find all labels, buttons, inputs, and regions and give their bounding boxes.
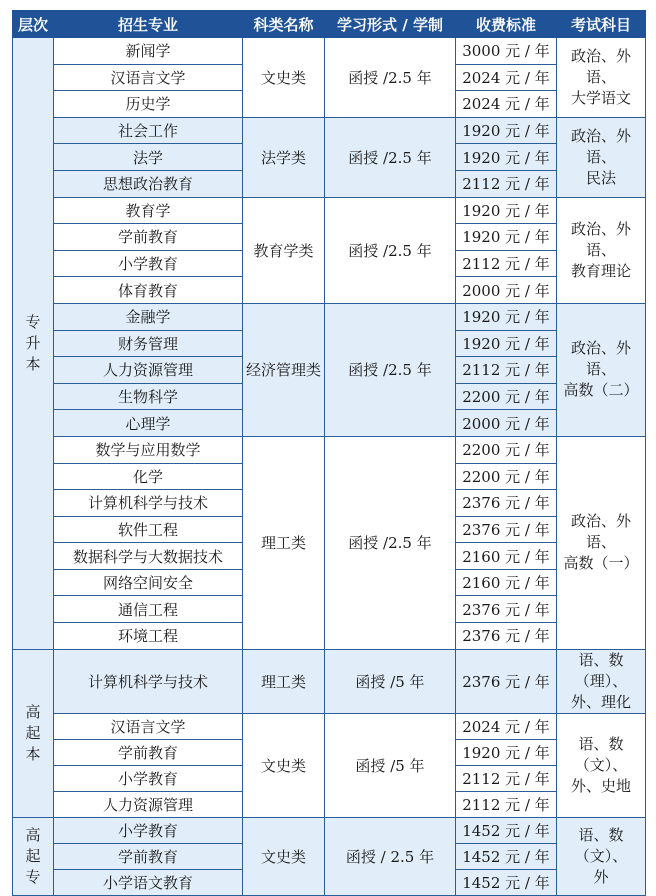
fee-cell: 2112 元 / 年	[456, 250, 557, 277]
fee-cell: 2376 元 / 年	[456, 623, 557, 650]
fee-cell: 2024 元 / 年	[456, 64, 557, 91]
fee-cell: 2024 元 / 年	[456, 91, 557, 118]
fee-cell: 2376 元 / 年	[456, 596, 557, 623]
exam-subjects-cell	[557, 436, 646, 649]
category-cell: 理工类	[243, 649, 325, 713]
major-cell: 计算机科学与技术	[54, 490, 243, 517]
major-cell: 计算机科学与技术	[54, 649, 243, 713]
fee-cell: 2200 元 / 年	[456, 436, 557, 463]
fee-cell: 1920 元 / 年	[456, 303, 557, 330]
major-cell: 人力资源管理	[54, 791, 243, 817]
fee-cell: 1920 元 / 年	[456, 330, 557, 357]
level-char: 高	[25, 702, 41, 721]
major-cell: 汉语言文学	[54, 713, 243, 739]
category-cell: 理工类	[243, 436, 325, 649]
major-cell: 心理学	[54, 410, 243, 437]
category-cell: 文史类	[243, 817, 325, 895]
header-exam-subjects: 考试科目	[557, 11, 646, 38]
fee-cell: 2160 元 / 年	[456, 543, 557, 570]
major-cell: 生物科学	[54, 383, 243, 410]
fee-cell: 2112 元 / 年	[456, 765, 557, 791]
fee-cell: 1452 元 / 年	[456, 869, 557, 895]
study-form-cell: 函授 /5 年	[325, 713, 456, 817]
major-cell: 小学语文教育	[54, 869, 243, 895]
study-form-cell: 函授 /2.5 年	[325, 117, 456, 197]
exam-subjects-line: 民法	[585, 168, 616, 187]
exam-subjects-cell	[557, 303, 646, 436]
fee-cell: 2112 元 / 年	[456, 357, 557, 384]
table-row	[13, 713, 646, 739]
exam-subjects-line: 外、理化	[570, 692, 631, 711]
header-category: 科类名称	[243, 11, 325, 38]
table-row	[13, 817, 646, 843]
fee-cell: 1452 元 / 年	[456, 843, 557, 869]
level-cell	[13, 38, 54, 650]
table-row	[13, 303, 646, 330]
major-cell: 法学	[54, 144, 243, 171]
major-cell: 数学与应用数学	[54, 436, 243, 463]
exam-subjects-line: 政治、外语、	[570, 339, 631, 379]
study-form-cell: 函授 / 2.5 年	[325, 817, 456, 895]
level-char: 起	[25, 846, 41, 865]
header-study-form: 学习形式 / 学制	[325, 11, 456, 38]
fee-cell: 2376 元 / 年	[456, 490, 557, 517]
fee-cell: 2024 元 / 年	[456, 713, 557, 739]
category-cell: 文史类	[243, 713, 325, 817]
major-cell: 历史学	[54, 91, 243, 118]
fee-cell: 2000 元 / 年	[456, 277, 557, 304]
fee-cell: 2000 元 / 年	[456, 410, 557, 437]
major-cell: 数据科学与大数据技术	[54, 543, 243, 570]
fee-cell: 2376 元 / 年	[456, 516, 557, 543]
fee-cell: 1920 元 / 年	[456, 739, 557, 765]
major-cell: 环境工程	[54, 623, 243, 650]
exam-subjects-line: 语、数（文）、	[574, 734, 628, 774]
level-char: 本	[25, 354, 41, 373]
exam-subjects-cell	[557, 117, 646, 197]
table-row	[13, 197, 646, 224]
exam-subjects-line: 外	[593, 867, 609, 886]
major-cell: 小学教育	[54, 817, 243, 843]
major-cell: 学前教育	[54, 843, 243, 869]
fee-cell: 1920 元 / 年	[456, 197, 557, 224]
header-fee: 收费标准	[456, 11, 557, 38]
major-cell: 通信工程	[54, 596, 243, 623]
fee-cell: 2160 元 / 年	[456, 569, 557, 596]
exam-subjects-line: 教育理论	[570, 261, 631, 280]
fee-cell: 1920 元 / 年	[456, 224, 557, 251]
exam-subjects-line: 高数（一）	[563, 554, 639, 573]
category-cell: 经济管理类	[243, 303, 325, 436]
header-row	[13, 11, 646, 38]
exam-subjects-cell	[557, 649, 646, 713]
exam-subjects-cell	[557, 817, 646, 895]
fee-cell: 3000 元 / 年	[456, 38, 557, 65]
fee-cell: 1920 元 / 年	[456, 117, 557, 144]
major-cell: 思想政治教育	[54, 170, 243, 197]
major-cell: 汉语言文学	[54, 64, 243, 91]
level-char: 高	[25, 825, 41, 844]
level-char: 起	[25, 723, 41, 742]
exam-subjects-cell	[557, 713, 646, 817]
table-row	[13, 649, 646, 713]
fee-cell: 1920 元 / 年	[456, 144, 557, 171]
fee-cell: 1452 元 / 年	[456, 817, 557, 843]
major-cell: 体育教育	[54, 277, 243, 304]
major-cell: 社会工作	[54, 117, 243, 144]
category-cell: 教育学类	[243, 197, 325, 303]
major-cell: 小学教育	[54, 765, 243, 791]
major-cell: 学前教育	[54, 739, 243, 765]
major-cell: 小学教育	[54, 250, 243, 277]
study-form-cell: 函授 /2.5 年	[325, 303, 456, 436]
exam-subjects-line: 政治、外语、	[570, 126, 631, 166]
exam-subjects-line: 政治、外语、	[570, 512, 631, 552]
exam-subjects-cell	[557, 197, 646, 303]
study-form-cell: 函授 /2.5 年	[325, 38, 456, 118]
study-form-cell: 函授 /5 年	[325, 649, 456, 713]
level-char: 专	[25, 867, 41, 886]
fee-cell: 2200 元 / 年	[456, 463, 557, 490]
major-cell: 化学	[54, 463, 243, 490]
exam-subjects-line: 语、数（文）、	[574, 825, 628, 865]
enrollment-table	[12, 10, 646, 896]
category-cell: 文史类	[243, 38, 325, 118]
table-row	[13, 117, 646, 144]
level-char: 升	[25, 333, 41, 352]
header-level: 层次	[13, 11, 54, 38]
study-form-cell: 函授 /2.5 年	[325, 197, 456, 303]
exam-subjects-line: 政治、外语、	[570, 46, 631, 86]
major-cell: 金融学	[54, 303, 243, 330]
fee-cell: 2200 元 / 年	[456, 383, 557, 410]
exam-subjects-line: 高数（二）	[563, 381, 639, 400]
header-major: 招生专业	[54, 11, 243, 38]
category-cell: 法学类	[243, 117, 325, 197]
study-form-cell: 函授 /2.5 年	[325, 436, 456, 649]
major-cell: 财务管理	[54, 330, 243, 357]
exam-subjects-line: 大学语文	[570, 88, 631, 107]
table-row	[13, 38, 646, 65]
level-char: 本	[25, 744, 41, 763]
fee-cell: 2112 元 / 年	[456, 170, 557, 197]
exam-subjects-line: 外、史地	[570, 776, 631, 795]
major-cell: 网络空间安全	[54, 569, 243, 596]
fee-cell: 2112 元 / 年	[456, 791, 557, 817]
major-cell: 软件工程	[54, 516, 243, 543]
level-char: 专	[25, 312, 41, 331]
fee-cell: 2376 元 / 年	[456, 649, 557, 713]
level-cell	[13, 649, 54, 817]
major-cell: 学前教育	[54, 224, 243, 251]
exam-subjects-line: 政治、外语、	[570, 219, 631, 259]
major-cell: 新闻学	[54, 38, 243, 65]
level-cell	[13, 817, 54, 895]
major-cell: 人力资源管理	[54, 357, 243, 384]
major-cell: 教育学	[54, 197, 243, 224]
exam-subjects-line: 语、数（理）、	[574, 650, 628, 690]
table-row	[13, 436, 646, 463]
exam-subjects-cell	[557, 38, 646, 118]
